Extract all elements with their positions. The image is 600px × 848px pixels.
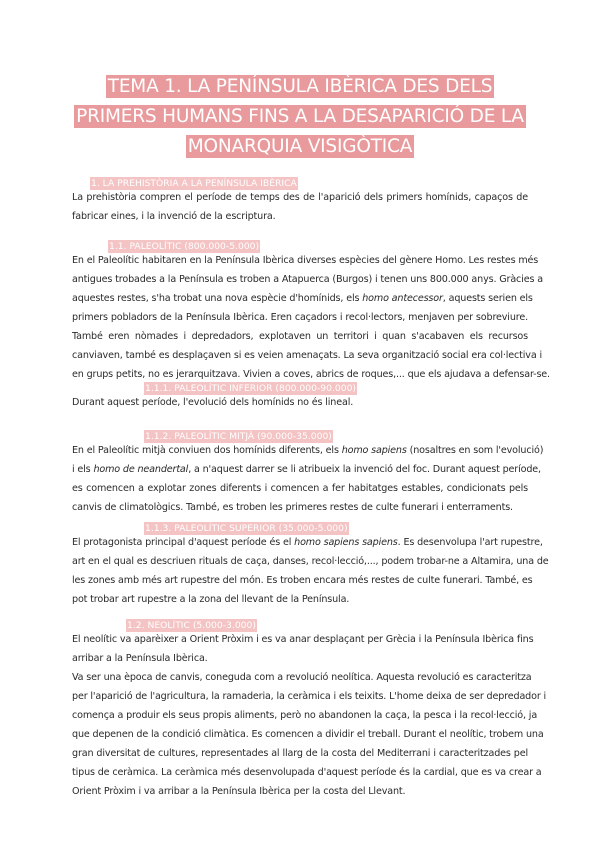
text-line: comença a produir els seus propis aliments, però no abandonen la caça, la pesca i la recol·lecció, ja xyxy=(72,710,538,721)
title-line-2: PRIMERS HUMANS FINS A LA DESAPARICIÓ DE LA xyxy=(76,106,524,127)
text-line: arribar a la Península Ibèrica. xyxy=(72,653,208,664)
section-body-paleolitic xyxy=(72,251,550,384)
title-line-1: TEMA 1. LA PENÍNSULA IBÈRICA DES DELS xyxy=(107,76,493,97)
text-line: canviaven, també es desplaçaven si es veien amenaçats. La seva organització social era col·lectiva i xyxy=(72,350,542,361)
text-line: aquestes restes, s'ha trobat una nova espècie d'homínids, els homo antecessor, aquests serien els xyxy=(72,293,533,304)
section-heading-paleolitic: 1.1. PALEOLÍTIC (800.000-5.000) xyxy=(109,241,260,252)
text-line: canvis de climatològics. També, es troben les primeres restes de culte funerari i enterraments. xyxy=(72,502,513,513)
text-line: i els homo de neandertal, a n'aquest darrer se li atribueix la invenció del foc. Durant aquest període, xyxy=(72,464,541,475)
section-body-neolitic xyxy=(72,630,547,801)
text-line: També eren nòmades i depredadors, explotaven un territori i quan s'acabaven els recursos xyxy=(72,331,528,342)
text-line: primers pobladors de la Península Ibèrica. Eren caçadors i recol·lectors, menjaven per sobreviure. xyxy=(72,312,528,323)
text-line: La prehistòria compren el període de temps des de l'aparició dels primers homínids, capaços de xyxy=(72,192,528,203)
text-line: fabricar eines, i la invenció de la escriptura. xyxy=(72,211,276,222)
text-line: antigues trobades a la Península es troben a Atapuerca (Burgos) i tenen uns 800.000 anys. Gràcies a xyxy=(72,274,543,285)
text-line: es comencen a explotar zones diferents i comencen a fer habitatges estables, condicionats pels xyxy=(72,483,528,494)
italic-term: homo antecessor xyxy=(362,293,443,304)
text-line: El protagonista principal d'aquest període és el homo sapiens sapiens. Es desenvolupa l'art rupestre, xyxy=(72,537,543,548)
text-line: pot trobar art rupestre a la zona del llevant de la Península. xyxy=(72,594,350,605)
text-line: En el Paleolític habitaren en la Península Ibèrica diverses espècies del gènere Homo. Les restes més xyxy=(72,255,539,266)
italic-term: homo sapiens xyxy=(341,445,407,456)
section-body-paleolitic-inferior xyxy=(72,393,528,412)
text-line: El neolític va aparèixer a Orient Pròxim i es va anar desplaçant per Grècia i la Península Ibèrica fins xyxy=(72,634,534,645)
section-heading-paleolitic-mitja: 1.1.2. PALEOLÍTIC MITJÀ (90.000-35.000) xyxy=(145,431,332,442)
text-line: en grups petits, no es jerarquitzava. Vivien a coves, abrics de roques,... que els ajudava a defensar-se. xyxy=(72,369,550,380)
section-heading-paleolitic-inferior: 1.1.1. PALEOLÍTIC INFERIOR (800.000-90.000) xyxy=(145,383,357,394)
document-title xyxy=(72,72,528,162)
section-heading-paleolitic-superior: 1.1.3. PALEOLÍTIC SUPERIOR (35.000-5.000) xyxy=(145,523,348,534)
text-line: que depenen de la condició climàtica. Es comencen a dividir el treball. Durant el neolític, trobem una xyxy=(72,729,544,740)
section-body-paleolitic-mitja xyxy=(72,441,544,517)
text-line: En el Paleolític mitjà conviuen dos homínids diferents, els homo sapiens (nosaltres en som l'evolució) xyxy=(72,445,544,456)
section-heading-prehistoria: 1. LA PREHISTÒRIA A LA PENÍNSULA IBÈRICA xyxy=(91,178,297,189)
text-line: gran diversitat de cultures, representades al llarg de la costa del Mediterrani i caracteritzades pel xyxy=(72,748,528,759)
text-line: Durant aquest període, l'evolució dels homínids no és lineal. xyxy=(72,397,354,408)
text-line: Va ser una època de canvis, coneguda com a revolució neolítica. Aquesta revolució es caracteritza xyxy=(72,672,532,683)
text-line: per l'aparició de l'agricultura, la ramaderia, la ceràmica i els teixits. L'home deixa de ser depredador i xyxy=(72,691,547,702)
italic-term: homo sapiens sapiens xyxy=(294,537,398,548)
section-heading-neolitic: 1.2. NEOLÍTIC (5.000-3.000) xyxy=(127,620,256,631)
section-body-paleolitic-superior xyxy=(72,533,549,609)
text-line: art en el qual es descriuen rituals de caça, danses, recol·lecció,..., podem trobar-ne a Altamira, una de xyxy=(72,556,549,567)
title-line-3: MONARQUIA VISIGÒTICA xyxy=(187,136,413,157)
text-line: Orient Pròxim i va arribar a la Península Ibèrica per la costa del Llevant. xyxy=(72,786,406,797)
italic-term: homo de neandertal xyxy=(93,464,189,475)
text-line: les zones amb més art rupestre del món. Es troben encara més restes de culte funerari. També, es xyxy=(72,575,533,586)
section-body-prehistoria xyxy=(72,188,528,226)
text-line: tipus de ceràmica. La ceràmica més desenvolupada d'aquest període és la cardial, que es va crear a xyxy=(72,767,542,778)
